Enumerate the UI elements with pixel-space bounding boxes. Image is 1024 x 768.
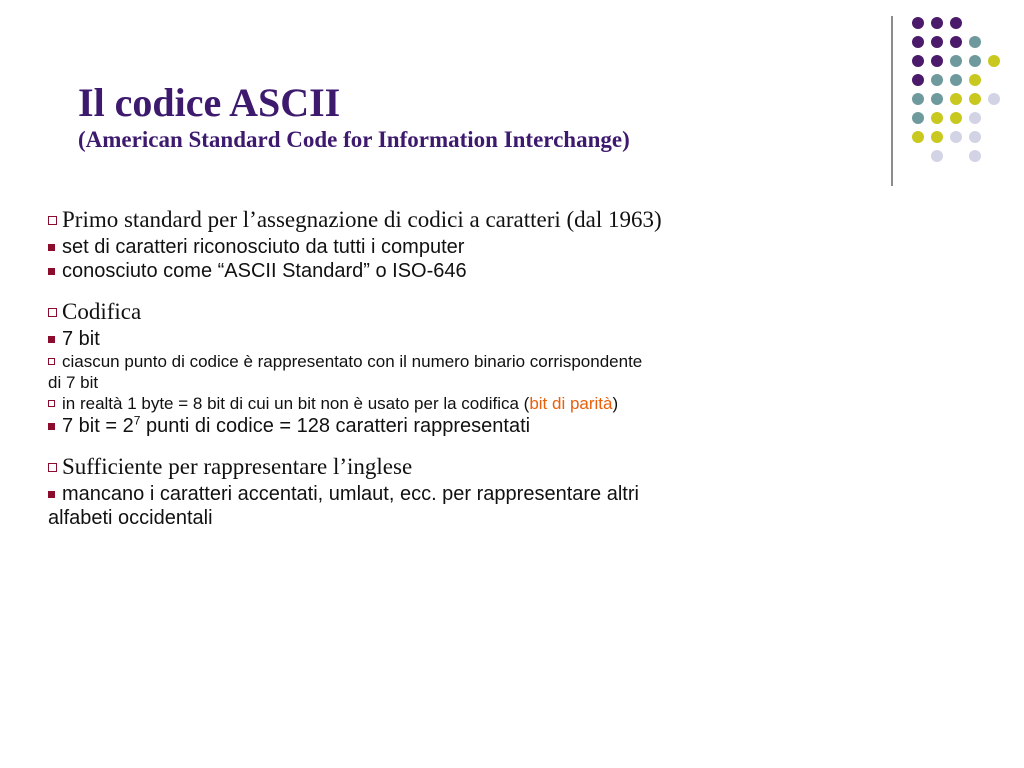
bullet-l3-punto-di-codice bbox=[48, 351, 948, 393]
dot bbox=[969, 55, 981, 67]
dot bbox=[931, 55, 943, 67]
dot bbox=[931, 93, 943, 105]
dot bbox=[931, 36, 943, 48]
decorative-dot-grid bbox=[906, 16, 1016, 166]
bullet-text-end: ) bbox=[612, 394, 619, 413]
dot bbox=[931, 112, 943, 124]
dot bbox=[912, 112, 924, 124]
dot bbox=[912, 55, 924, 67]
dot bbox=[988, 93, 1000, 105]
bullet-l2-7-bit bbox=[48, 327, 948, 351]
dot bbox=[912, 17, 924, 29]
dot bbox=[950, 93, 962, 105]
dot bbox=[950, 131, 962, 143]
dot bbox=[931, 17, 943, 29]
bullet-text: ciascun punto di codice è rappresentato con il numero binario corrispondente bbox=[62, 352, 643, 371]
bullet-text: mancano i caratteri accentati, umlaut, ecc. per rappresentare altri bbox=[62, 483, 639, 505]
bullet-text: 7 bit bbox=[62, 328, 100, 350]
bullet-text-continuation: di 7 bit bbox=[48, 373, 99, 392]
bullet-l1-primo-standard bbox=[48, 205, 948, 235]
bullet-text: Primo standard per l’assegnazione di codici a caratteri (dal 1963) bbox=[62, 207, 662, 232]
bullet-text: in realtà 1 byte = 8 bit di cui un bit non è usato per la codifica ( bbox=[62, 394, 530, 413]
bullet-l1-codifica bbox=[48, 297, 948, 327]
slide-title: Il codice ASCII bbox=[78, 80, 341, 125]
bullet-text-continuation: alfabeti occidentali bbox=[48, 507, 213, 529]
title-block bbox=[78, 80, 630, 154]
hollow-square-bullet-icon bbox=[48, 308, 57, 317]
bullet-text: set di caratteri riconosciuto da tutti i computer bbox=[62, 236, 465, 258]
bullet-l1-sufficiente bbox=[48, 452, 948, 482]
hollow-square-bullet-icon bbox=[48, 463, 57, 472]
bullet-text: Sufficiente per rappresentare l’inglese bbox=[62, 454, 413, 479]
bullet-text: Codifica bbox=[62, 299, 142, 324]
dot bbox=[931, 74, 943, 86]
dot bbox=[988, 55, 1000, 67]
filled-square-bullet-icon bbox=[48, 336, 55, 343]
dot bbox=[950, 36, 962, 48]
filled-square-bullet-icon bbox=[48, 491, 55, 498]
dot bbox=[950, 74, 962, 86]
bullet-l2-set-caratteri bbox=[48, 235, 948, 259]
bullet-l3-byte-parita bbox=[48, 393, 948, 414]
divider-line bbox=[891, 16, 893, 186]
dot bbox=[931, 150, 943, 162]
dot bbox=[969, 93, 981, 105]
bullet-l2-ascii-standard bbox=[48, 259, 948, 283]
dot bbox=[969, 36, 981, 48]
dot bbox=[950, 112, 962, 124]
dot bbox=[931, 131, 943, 143]
hollow-square-bullet-icon bbox=[48, 400, 55, 407]
dot bbox=[912, 74, 924, 86]
dot bbox=[950, 55, 962, 67]
dot bbox=[912, 131, 924, 143]
dot bbox=[912, 36, 924, 48]
bullet-text-end: punti di codice = 128 caratteri rappresentati bbox=[140, 415, 531, 437]
dot bbox=[950, 17, 962, 29]
slide-content bbox=[48, 205, 948, 530]
hollow-square-bullet-icon bbox=[48, 358, 55, 365]
filled-square-bullet-icon bbox=[48, 423, 55, 430]
dot bbox=[969, 131, 981, 143]
slide-subtitle: (American Standard Code for Information Interchange) bbox=[78, 127, 630, 152]
bullet-l2-caratteri-accentati bbox=[48, 482, 948, 530]
dot bbox=[912, 93, 924, 105]
dot bbox=[969, 112, 981, 124]
dot bbox=[969, 150, 981, 162]
dot bbox=[969, 74, 981, 86]
hollow-square-bullet-icon bbox=[48, 216, 57, 225]
highlight-bit-di-parita: bit di parità bbox=[529, 394, 613, 413]
filled-square-bullet-icon bbox=[48, 268, 55, 275]
bullet-l2-punti-di-codice bbox=[48, 414, 948, 438]
filled-square-bullet-icon bbox=[48, 244, 55, 251]
bullet-text: conosciuto come “ASCII Standard” o ISO-646 bbox=[62, 260, 467, 282]
bullet-text: 7 bit = 2 bbox=[62, 415, 134, 437]
exponent: 7 bbox=[133, 413, 141, 428]
